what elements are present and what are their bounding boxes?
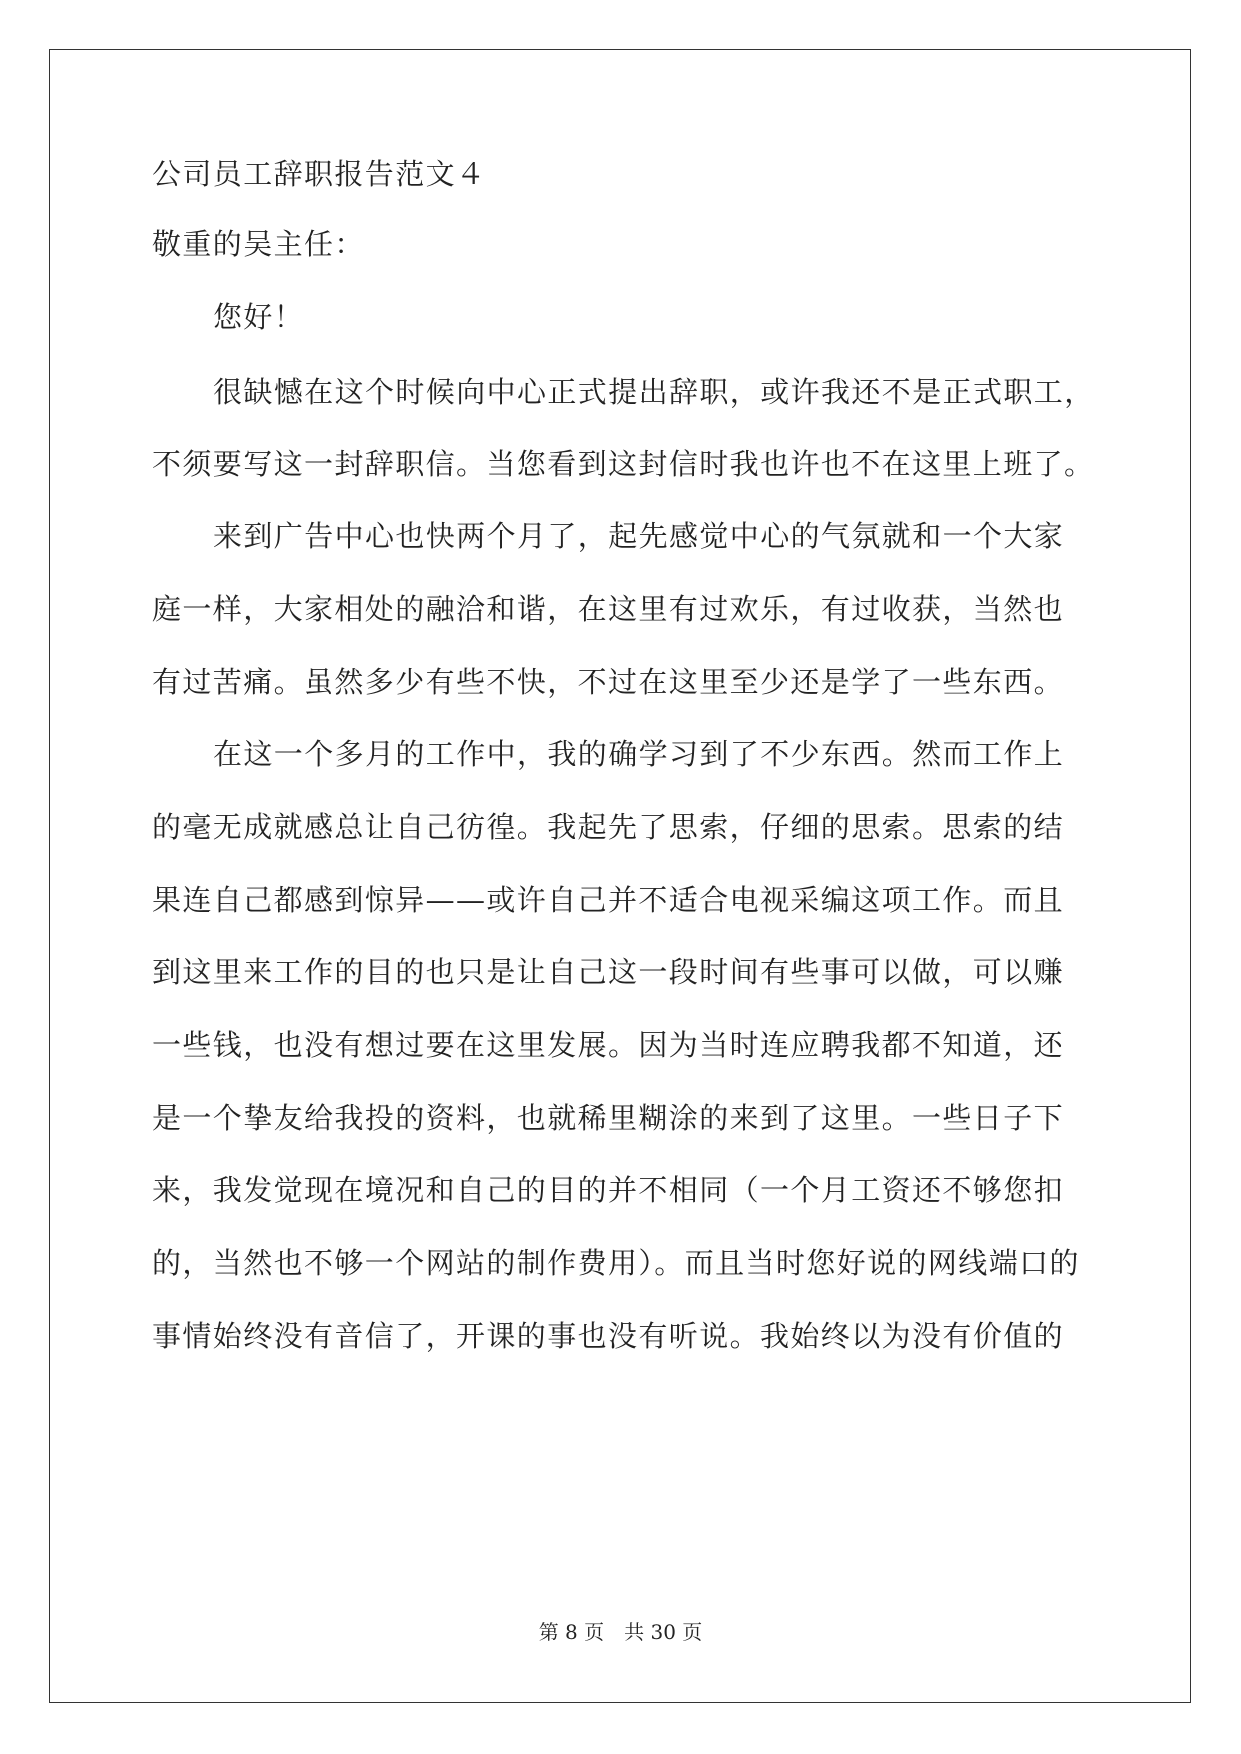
page-border <box>49 49 1191 1703</box>
body-line: 在这一个多月的工作中，我的确学习到了不少东西。然而工作上 <box>213 737 1065 771</box>
salutation: 敬重的吴主任： <box>152 227 365 261</box>
body-line: 不须要写这一封辞职信。当您看到这封信时我也许也不在这里上班了。 <box>152 447 1095 481</box>
body-line: 的，当然也不够一个网站的制作费用）。而且当时您好说的网线端口的 <box>152 1246 1080 1280</box>
body-line: 果连自己都感到惊异——或许自己并不适合电视采编这项工作。而且 <box>152 883 1065 917</box>
body-line: 是一个挚友给我投的资料，也就稀里糊涂的来到了这里。一些日子下 <box>152 1101 1065 1135</box>
body-line: 很缺憾在这个时候向中心正式提出辞职，或许我还不是正式职工， <box>213 375 1095 409</box>
greeting: 您好！ <box>213 300 305 334</box>
body-line: 的毫无成就感总让自己彷徨。我起先了思索，仔细的思索。思索的结 <box>152 810 1065 844</box>
body-line: 到这里来工作的目的也只是让自己这一段时间有些事可以做，可以赚 <box>152 955 1065 989</box>
page-number: 第 8 页 共 30 页 <box>538 1620 703 1644</box>
document-title: 公司员工辞职报告范文４ <box>152 157 487 191</box>
body-line: 来到广告中心也快两个月了，起先感觉中心的气氛就和一个大家 <box>213 519 1065 553</box>
body-line: 来，我发觉现在境况和自己的目的并不相同（一个月工资还不够您扣 <box>152 1173 1065 1207</box>
body-line: 庭一样，大家相处的融洽和谐，在这里有过欢乐，有过收获，当然也 <box>152 592 1065 626</box>
body-line: 有过苦痛。虽然多少有些不快，不过在这里至少还是学了一些东西。 <box>152 665 1065 699</box>
body-line: 一些钱，也没有想过要在这里发展。因为当时连应聘我都不知道，还 <box>152 1028 1065 1062</box>
body-line: 事情始终没有音信了，开课的事也没有听说。我始终以为没有价值的 <box>152 1319 1065 1353</box>
